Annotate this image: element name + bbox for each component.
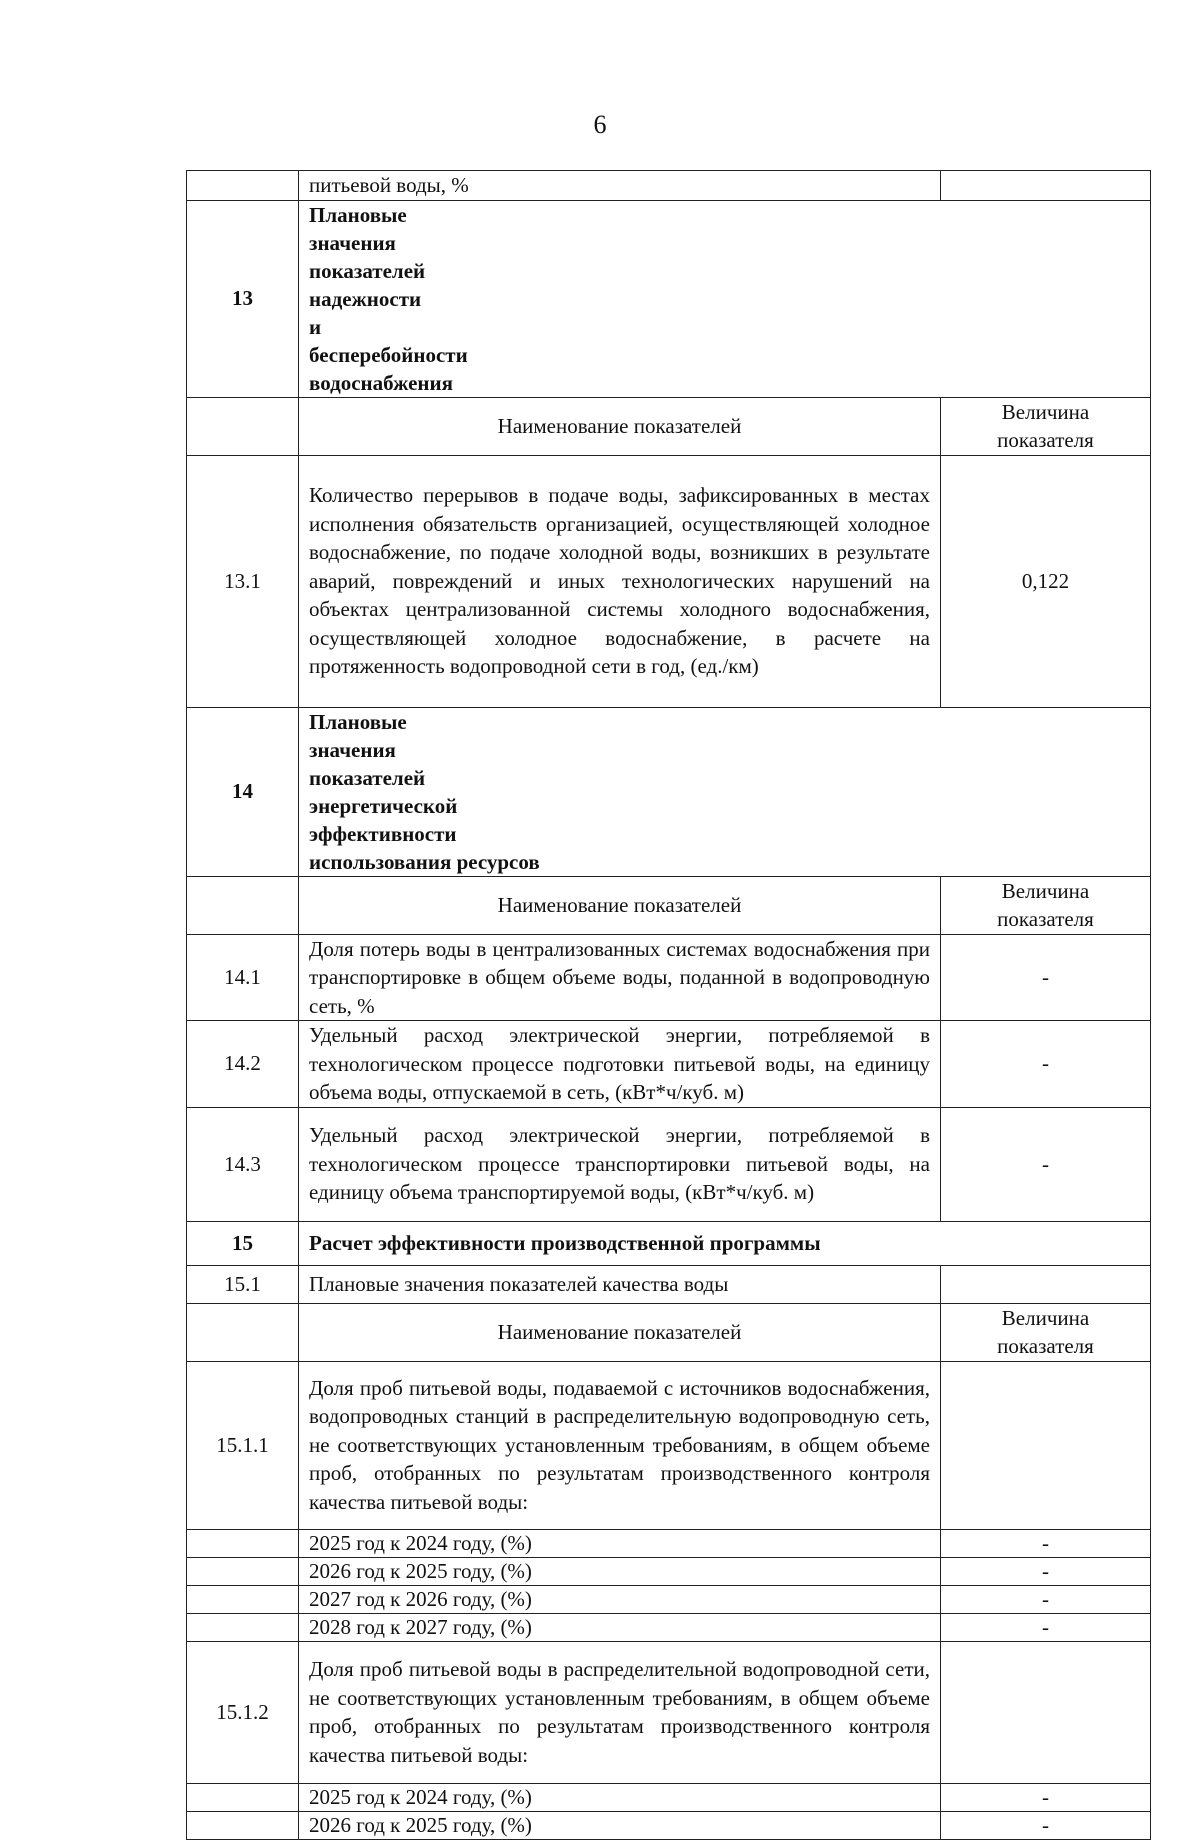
row-number-cell xyxy=(187,397,299,455)
year-label: 2025 год к 2024 году, (%) xyxy=(299,1783,941,1811)
title-word: Плановые xyxy=(309,202,407,227)
row-description: Доля проб питьевой воды в распределительной водопроводной сети, не соответствующих установленным требованиям, в общем объеме проб, отобранных по результатам производственного контроля качества питьевой воды: xyxy=(299,1641,941,1783)
row-number: 15.1 xyxy=(187,1265,299,1303)
row-description: Доля потерь воды в централизованных системах водоснабжения при транспортировке в общем объеме воды, поданной в водопроводную сеть, % xyxy=(299,934,941,1021)
row-description: Плановые значения показателей качества воды xyxy=(299,1265,941,1303)
table-row xyxy=(187,1265,1151,1303)
row-number-cell xyxy=(187,1613,299,1641)
row-number-cell xyxy=(187,1529,299,1557)
section-title-line2: водоснабжения xyxy=(309,370,453,395)
section-title xyxy=(299,707,1151,876)
section-row-13 xyxy=(187,200,1151,397)
row-number: 15.1.2 xyxy=(187,1641,299,1783)
row-value: - xyxy=(941,1021,1151,1108)
year-row xyxy=(187,1557,1151,1585)
year-label: 2026 год к 2025 году, (%) xyxy=(299,1557,941,1585)
title-word: Плановые xyxy=(309,709,407,734)
year-row xyxy=(187,1613,1151,1641)
row-number-cell xyxy=(187,1585,299,1613)
year-label: 2028 год к 2027 году, (%) xyxy=(299,1613,941,1641)
year-label: 2027 год к 2026 году, (%) xyxy=(299,1585,941,1613)
year-label: 2025 год к 2024 году, (%) xyxy=(299,1529,941,1557)
section-row-15 xyxy=(187,1221,1151,1265)
row-number: 15.1.1 xyxy=(187,1361,299,1529)
year-value: - xyxy=(941,1585,1151,1613)
row-value-cell xyxy=(941,1265,1151,1303)
section-title-line2: использования ресурсов xyxy=(309,849,540,874)
year-value: - xyxy=(941,1557,1151,1585)
column-header-name: Наименование показателей xyxy=(299,876,941,934)
row-number: 14.1 xyxy=(187,934,299,1021)
section-number: 14 xyxy=(187,707,299,876)
header-row xyxy=(187,397,1151,455)
table-row xyxy=(187,171,1151,201)
row-number-cell xyxy=(187,1303,299,1361)
row-description: Доля проб питьевой воды, подаваемой с источников водоснабжения, водопроводных станций в распределительную водопроводную сеть, не соответствующих установленным требованиям, в общем объеме проб, отобранных по результатам производственного контроля качества питьевой воды: xyxy=(299,1361,941,1529)
row-value-cell xyxy=(941,1361,1151,1529)
year-value: - xyxy=(941,1613,1151,1641)
row-description: Удельный расход электрической энергии, потребляемой в технологическом процессе подготовки питьевой воды, на единицу объема воды, отпускаемой в сеть, (кВт*ч/куб. м) xyxy=(299,1021,941,1108)
table-row xyxy=(187,455,1151,707)
row-number-cell xyxy=(187,1557,299,1585)
title-word: эффективности xyxy=(309,821,457,846)
row-number-cell xyxy=(187,1811,299,1839)
column-header-value: Величина показателя xyxy=(941,876,1151,934)
year-value: - xyxy=(941,1529,1151,1557)
row-number: 13.1 xyxy=(187,455,299,707)
row-number: 14.3 xyxy=(187,1107,299,1221)
title-word: бесперебойности xyxy=(309,342,468,367)
table-row xyxy=(187,1641,1151,1783)
column-header-value: Величина показателя xyxy=(941,397,1151,455)
section-title xyxy=(299,200,1151,397)
section-number: 15 xyxy=(187,1221,299,1265)
year-value: - xyxy=(941,1783,1151,1811)
column-header-name: Наименование показателей xyxy=(299,397,941,455)
row-value: - xyxy=(941,1107,1151,1221)
year-row xyxy=(187,1811,1151,1839)
year-row xyxy=(187,1529,1151,1557)
row-value-cell xyxy=(941,1641,1151,1783)
table-row xyxy=(187,1107,1151,1221)
row-number-cell xyxy=(187,876,299,934)
year-label: 2026 год к 2025 году, (%) xyxy=(299,1811,941,1839)
row-description: Удельный расход электрической энергии, потребляемой в технологическом процессе транспортировки питьевой воды, на единицу объема транспортируемой воды, (кВт*ч/куб. м) xyxy=(299,1107,941,1221)
header-row xyxy=(187,1303,1151,1361)
row-number-cell xyxy=(187,1783,299,1811)
title-word: показателей xyxy=(309,765,426,790)
header-row xyxy=(187,876,1151,934)
row-number: 14.2 xyxy=(187,1021,299,1108)
row-value: - xyxy=(941,934,1151,1021)
section-title-line1 xyxy=(309,708,1140,848)
column-header-name: Наименование показателей xyxy=(299,1303,941,1361)
title-word: надежности xyxy=(309,286,422,311)
title-word: значения xyxy=(309,737,396,762)
page-number: 6 xyxy=(593,110,607,139)
section-title: Расчет эффективности производственной программы xyxy=(299,1221,1151,1265)
title-word: и xyxy=(309,314,322,339)
table-row xyxy=(187,934,1151,1021)
row-number-cell xyxy=(187,171,299,201)
year-row xyxy=(187,1585,1151,1613)
row-description: Количество перерывов в подаче воды, зафиксированных в местах исполнения обязательств организацией, осуществляющей холодное водоснабжение, по подаче холодной воды, возникших в результате аварий, повреждений и иных технологических нарушений на объектах централизованной системы холодного водоснабжения, осуществляющей холодное водоснабжение, в расчете на протяженность водопроводной сети в год, (ед./км) xyxy=(299,455,941,707)
table-row xyxy=(187,1361,1151,1529)
row-description: питьевой воды, % xyxy=(299,171,941,201)
year-value: - xyxy=(941,1811,1151,1839)
section-title-line1 xyxy=(309,201,1140,369)
section-number: 13 xyxy=(187,200,299,397)
title-word: значения xyxy=(309,230,396,255)
table-row xyxy=(187,1021,1151,1108)
row-value: 0,122 xyxy=(941,455,1151,707)
column-header-value: Величина показателя xyxy=(941,1303,1151,1361)
year-row xyxy=(187,1783,1151,1811)
title-word: показателей xyxy=(309,258,426,283)
section-row-14 xyxy=(187,707,1151,876)
row-value-cell xyxy=(941,171,1151,201)
title-word: энергетической xyxy=(309,793,458,818)
indicators-table xyxy=(186,170,1151,1840)
